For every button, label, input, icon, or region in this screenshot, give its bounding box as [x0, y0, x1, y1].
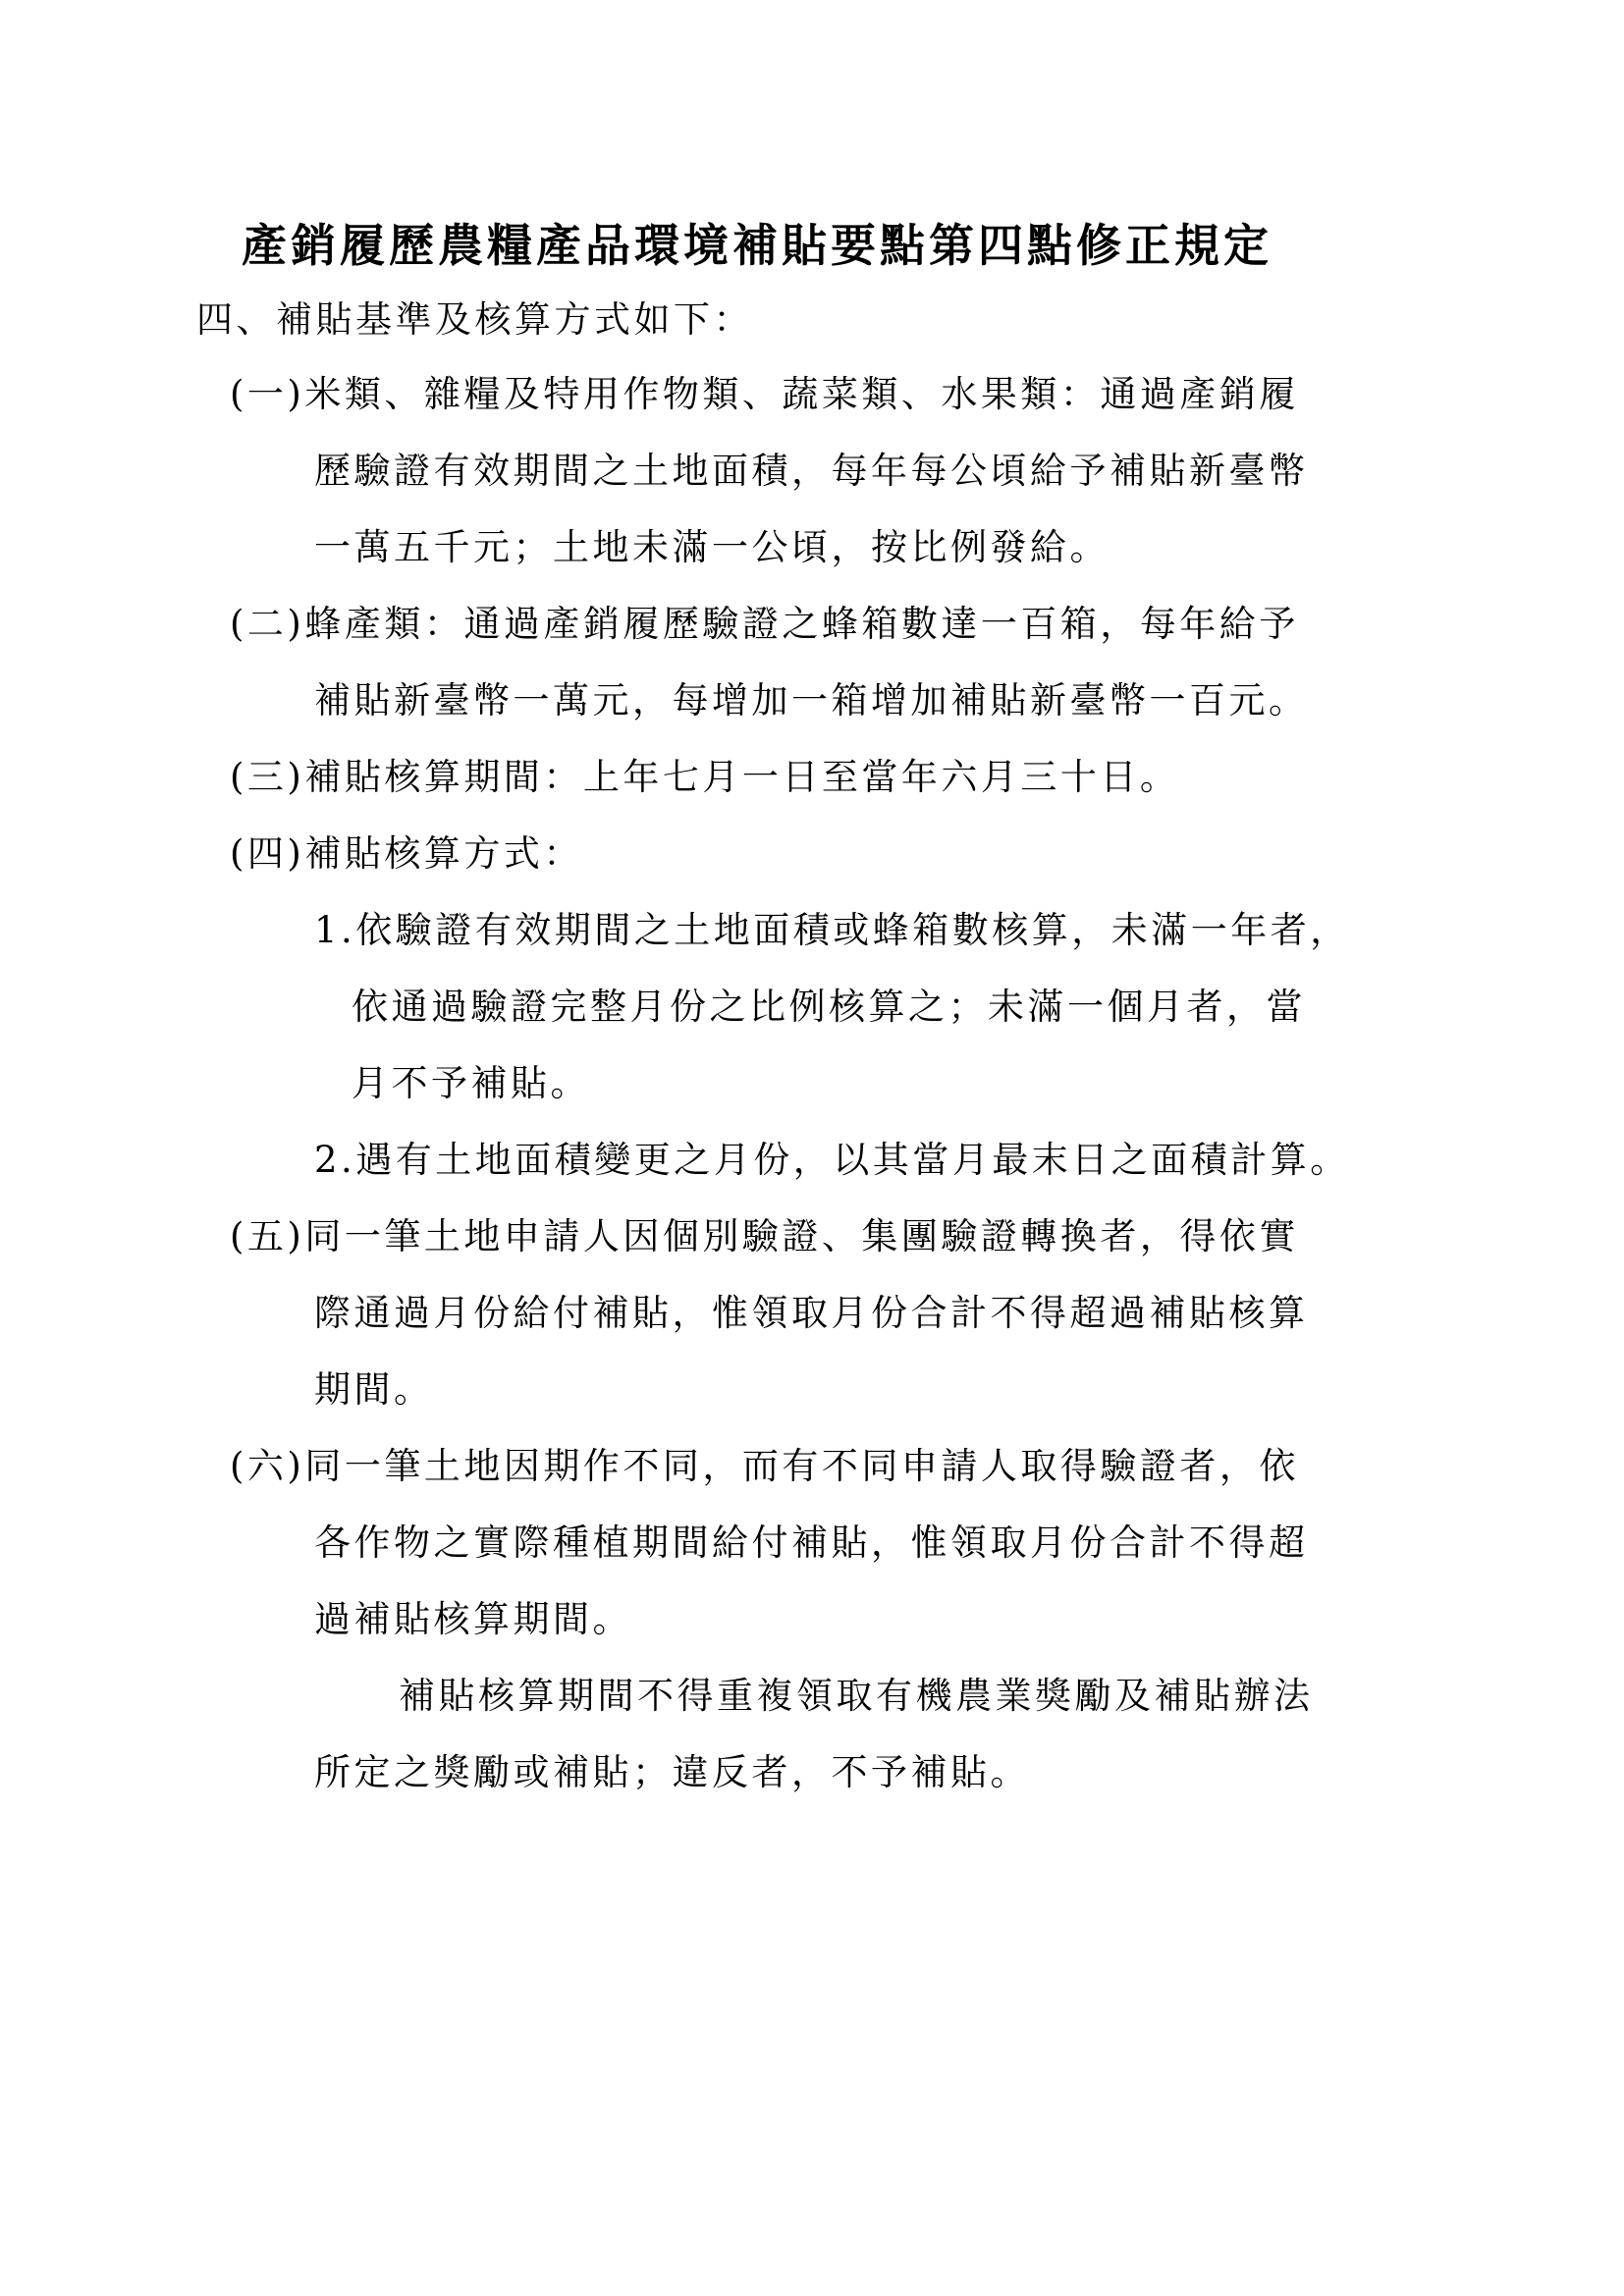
item-6-line-3: 過補貼核算期間。 — [314, 1598, 632, 1640]
item-2-line-1: (二)蜂產類：通過產銷履歷驗證之蜂箱數達一百箱，每年給予 — [230, 603, 1299, 645]
item-4-subitem-2-line-1: 2.遇有土地面積變更之月份，以其當月最末日之面積計算。 — [314, 1139, 1350, 1181]
closing-paragraph-line-2: 所定之獎勵或補貼；違反者，不予補貼。 — [314, 1751, 1030, 1793]
page-title: 產銷履歷農糧產品環境補貼要點第四點修正規定 — [242, 219, 1272, 272]
item-4-subitem-1-line-1: 1.依驗證有效期間之土地面積或蜂箱數核算，未滿一年者， — [314, 909, 1350, 951]
item-2-line-2: 補貼新臺幣一萬元，每增加一箱增加補貼新臺幣一百元。 — [314, 679, 1309, 721]
item-6-line-2: 各作物之實際種植期間給付補貼，惟領取月份合計不得超 — [314, 1522, 1309, 1564]
item-1-line-2: 歷驗證有效期間之土地面積，每年每公頃給予補貼新臺幣 — [314, 450, 1309, 492]
item-4-subitem-1-line-3: 月不予補貼。 — [352, 1062, 590, 1104]
item-6-line-1: (六)同一筆土地因期作不同，而有不同申請人取得驗證者，依 — [230, 1445, 1299, 1487]
item-3-line-1: (三)補貼核算期間：上年七月一日至當年六月三十日。 — [230, 756, 1180, 798]
item-5-line-1: (五)同一筆土地申請人因個別驗證、集團驗證轉換者，得依實 — [230, 1215, 1299, 1257]
item-1-line-3: 一萬五千元；土地未滿一公頃，按比例發給。 — [314, 526, 1110, 568]
item-5-line-3: 期間。 — [314, 1368, 434, 1411]
item-4-subitem-1-line-2: 依通過驗證完整月份之比例核算之；未滿一個月者，當 — [352, 986, 1306, 1028]
item-1-line-1: (一)米類、雜糧及特用作物類、蔬菜類、水果類：通過產銷履 — [230, 373, 1299, 415]
item-4-line-1: (四)補貼核算方式： — [230, 832, 583, 875]
closing-paragraph-line-1: 補貼核算期間不得重複領取有機農業獎勵及補貼辦法 — [399, 1675, 1314, 1717]
section-heading: 四、補貼基準及核算方式如下： — [196, 298, 753, 341]
item-5-line-2: 際通過月份給付補貼，惟領取月份合計不得超過補貼核算 — [314, 1292, 1309, 1334]
